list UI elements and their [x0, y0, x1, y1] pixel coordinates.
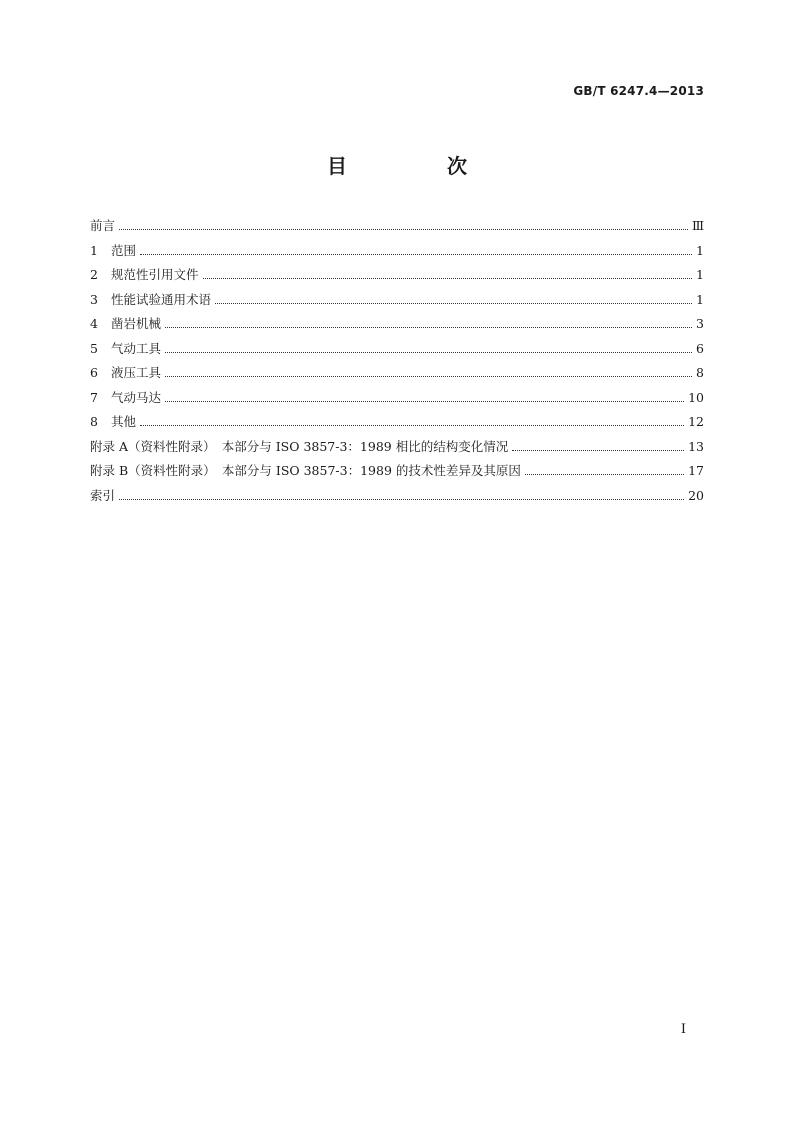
dot-leader — [165, 351, 692, 353]
toc-entry-title: 索引 — [90, 487, 116, 503]
toc-entry-number: 4 — [90, 316, 98, 331]
dot-leader — [140, 253, 692, 255]
toc-entry-number: 7 — [90, 389, 98, 405]
toc-entry-number: 8 — [90, 414, 98, 429]
toc-entry-others[interactable] — [90, 412, 704, 437]
toc-entry-pneumatic-tools[interactable] — [90, 339, 704, 364]
dot-leader — [215, 302, 692, 304]
dot-leader — [119, 228, 688, 230]
toc-entry-page: 13 — [688, 438, 704, 454]
toc-entry-index[interactable] — [90, 486, 704, 511]
toc-entry-title: 附录 B（资料性附录） 本部分与 ISO 3857-3：1989 的技术性差异及其原因 — [90, 463, 521, 478]
toc-entry-page: 17 — [688, 463, 704, 478]
toc-entry-hydraulic-tools[interactable] — [90, 363, 704, 388]
toc-entry-page: 20 — [688, 487, 704, 503]
toc-entry-general-terms[interactable] — [90, 290, 704, 315]
toc-entry-title: 气动马达 — [111, 389, 162, 405]
toc-entry-pneumatic-motors[interactable] — [90, 388, 704, 413]
page-number: I — [680, 1022, 686, 1037]
toc-entry-annex-b[interactable] — [90, 461, 704, 486]
toc-entry-page: 10 — [688, 389, 704, 405]
toc-entry-foreword[interactable] — [90, 216, 704, 241]
dot-leader — [525, 473, 684, 475]
toc-entry-title: 性能试验通用术语 — [111, 291, 212, 307]
toc-entry-scope[interactable] — [90, 241, 704, 266]
dot-leader — [119, 498, 684, 500]
toc-entry-page: 1 — [696, 291, 704, 307]
toc-entry-title: 液压工具 — [111, 365, 162, 380]
dot-leader — [165, 326, 692, 328]
toc-entry-number: 5 — [90, 340, 98, 356]
page-title: 目 次 — [327, 154, 507, 178]
dot-leader — [203, 277, 692, 279]
toc-entry-annex-a[interactable] — [90, 437, 704, 462]
toc-entry-title: 其他 — [111, 414, 137, 429]
toc-entry-title: 气动工具 — [111, 340, 162, 356]
dot-leader — [512, 449, 684, 451]
dot-leader — [165, 400, 684, 402]
toc-entry-number: 3 — [90, 291, 98, 307]
toc-entry-rock-drilling[interactable] — [90, 314, 704, 339]
table-of-contents — [90, 216, 704, 510]
toc-entry-number: 1 — [90, 242, 98, 258]
toc-entry-page: 1 — [696, 242, 704, 258]
dot-leader — [165, 375, 692, 377]
toc-entry-page: 8 — [696, 365, 704, 380]
toc-entry-title: 规范性引用文件 — [111, 267, 199, 282]
toc-entry-title: 范围 — [111, 242, 137, 258]
toc-entry-page: Ⅲ — [691, 218, 704, 233]
toc-entry-page: 3 — [696, 316, 704, 331]
toc-entry-title: 附录 A（资料性附录） 本部分与 ISO 3857-3：1989 相比的结构变化情况 — [90, 438, 509, 454]
toc-entry-title: 前言 — [90, 218, 116, 233]
toc-entry-title: 凿岩机械 — [111, 316, 162, 331]
toc-entry-number: 2 — [90, 267, 98, 282]
toc-entry-page: 1 — [696, 267, 704, 282]
standard-code: GB/T 6247.4—2013 — [573, 84, 704, 98]
dot-leader — [140, 424, 684, 426]
toc-entry-page: 12 — [688, 414, 704, 429]
toc-entry-page: 6 — [696, 340, 704, 356]
toc-entry-number: 6 — [90, 365, 98, 380]
toc-entry-normative-references[interactable] — [90, 265, 704, 290]
